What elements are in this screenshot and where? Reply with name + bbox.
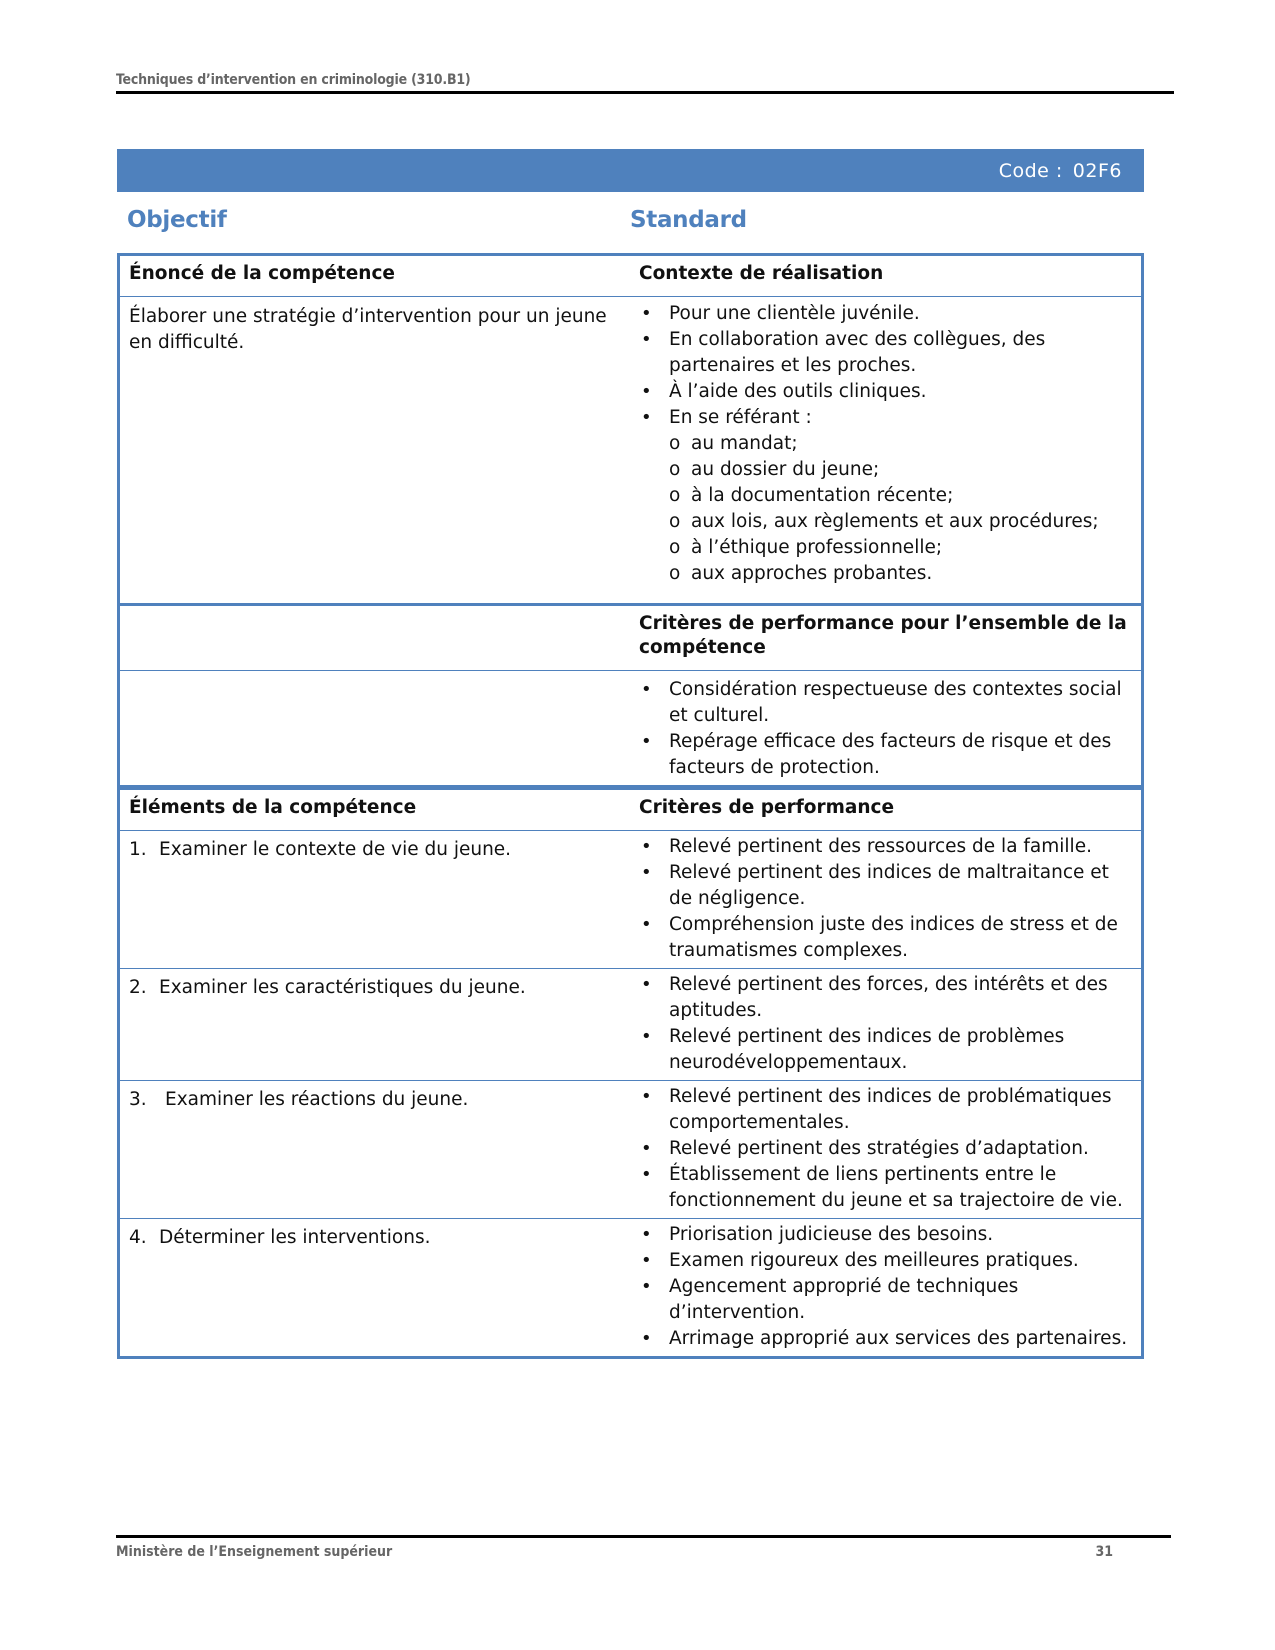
element-label: Examiner le contexte de vie du jeune. bbox=[159, 839, 512, 860]
list-item: • Établissement de liens pertinents entre le fonctionnement du jeune et sa trajectoire de vie. bbox=[639, 1162, 1133, 1214]
contexte-list bbox=[639, 301, 1133, 587]
list-item: • Considération respectueuse des contextes social et culturel. bbox=[639, 677, 1133, 729]
criteres-list bbox=[639, 834, 1133, 964]
table-header-row bbox=[119, 788, 1143, 831]
list-item bbox=[639, 405, 1133, 587]
sublist-item: o à la documentation récente; bbox=[669, 483, 1133, 509]
objectif-title: Objectif bbox=[127, 207, 227, 233]
list-item: • Relevé pertinent des stratégies d’adaptation. bbox=[639, 1136, 1133, 1162]
element-4 bbox=[119, 1219, 630, 1358]
list-item: • Examen rigoureux des meilleures pratiques. bbox=[639, 1248, 1133, 1274]
sublist-item: o aux lois, aux règlements et aux procédures; bbox=[669, 509, 1133, 535]
element-2 bbox=[119, 969, 630, 1081]
list-item: • Agencement approprié de techniques d’intervention. bbox=[639, 1274, 1133, 1326]
contexte-header: Contexte de réalisation bbox=[629, 255, 1143, 297]
list-item: • Relevé pertinent des indices de maltraitance et de négligence. bbox=[639, 860, 1133, 912]
list-item: • Priorisation judicieuse des besoins. bbox=[639, 1222, 1133, 1248]
criteres-cell bbox=[629, 969, 1143, 1081]
contexte-sublist bbox=[669, 431, 1133, 587]
column-titles bbox=[127, 207, 1127, 237]
enonce-header: Énoncé de la compétence bbox=[119, 255, 630, 297]
table-row bbox=[119, 297, 1143, 605]
element-label: Examiner les caractéristiques du jeune. bbox=[159, 977, 526, 998]
list-item: • Compréhension juste des indices de stress et de traumatismes complexes. bbox=[639, 912, 1133, 964]
table-row bbox=[119, 969, 1143, 1081]
sublist-item: o au dossier du jeune; bbox=[669, 457, 1133, 483]
contexte-cell bbox=[629, 297, 1143, 605]
running-footer bbox=[116, 1535, 1171, 1560]
list-item: • Relevé pertinent des forces, des intérêts et des aptitudes. bbox=[639, 972, 1133, 1024]
code-bar bbox=[117, 149, 1144, 192]
table-header-row bbox=[119, 255, 1143, 297]
criteres-header: Critères de performance bbox=[629, 788, 1143, 831]
empty-cell bbox=[119, 671, 630, 788]
table-header-row bbox=[119, 605, 1143, 671]
program-title: Techniques d’intervention en criminologie (310.B1) bbox=[116, 72, 471, 88]
criteres-ensemble-list bbox=[639, 677, 1133, 781]
element-label: Déterminer les interventions. bbox=[159, 1227, 431, 1248]
running-header bbox=[116, 72, 1174, 94]
ministry-name: Ministère de l’Enseignement supérieur bbox=[116, 1544, 393, 1560]
element-number: 3. bbox=[129, 1089, 147, 1110]
list-item-label: En se référant : bbox=[669, 407, 812, 428]
enonce-text: Élaborer une stratégie d’intervention pour un jeune en difficulté. bbox=[119, 297, 630, 605]
element-number: 2. bbox=[129, 977, 147, 998]
criteres-cell bbox=[629, 1081, 1143, 1219]
list-item: • Repérage efficace des facteurs de risque et des facteurs de protection. bbox=[639, 729, 1133, 781]
table-row bbox=[119, 1081, 1143, 1219]
code-value: 02F6 bbox=[1072, 159, 1122, 182]
list-item: • Pour une clientèle juvénile. bbox=[639, 301, 1133, 327]
empty-cell bbox=[119, 605, 630, 671]
criteres-cell bbox=[629, 1219, 1143, 1358]
criteres-list bbox=[639, 1084, 1133, 1214]
criteres-ensemble-cell bbox=[629, 671, 1143, 788]
sublist-item: o à l’éthique professionnelle; bbox=[669, 535, 1133, 561]
criteres-list bbox=[639, 1222, 1133, 1352]
element-1 bbox=[119, 831, 630, 969]
list-item: • Relevé pertinent des indices de problématiques comportementales. bbox=[639, 1084, 1133, 1136]
list-item: • À l’aide des outils cliniques. bbox=[639, 379, 1133, 405]
element-label: Examiner les réactions du jeune. bbox=[165, 1089, 469, 1110]
sublist-item: o aux approches probantes. bbox=[669, 561, 1133, 587]
element-3 bbox=[119, 1081, 630, 1219]
competence-table bbox=[117, 253, 1144, 1359]
table-row bbox=[119, 1219, 1143, 1358]
criteres-list bbox=[639, 972, 1133, 1076]
element-number: 4. bbox=[129, 1227, 147, 1248]
list-item: • Relevé pertinent des ressources de la famille. bbox=[639, 834, 1133, 860]
table-row bbox=[119, 671, 1143, 788]
list-item: • Arrimage approprié aux services des partenaires. bbox=[639, 1326, 1133, 1352]
criteres-cell bbox=[629, 831, 1143, 969]
criteres-ensemble-header: Critères de performance pour l’ensemble de la compétence bbox=[629, 605, 1143, 671]
list-item: • En collaboration avec des collègues, des partenaires et les proches. bbox=[639, 327, 1133, 379]
page-number: 31 bbox=[1095, 1544, 1113, 1560]
standard-title: Standard bbox=[630, 207, 747, 233]
element-number: 1. bbox=[129, 839, 147, 860]
elements-header: Éléments de la compétence bbox=[119, 788, 630, 831]
table-row bbox=[119, 831, 1143, 969]
list-item: • Relevé pertinent des indices de problèmes neurodéveloppementaux. bbox=[639, 1024, 1133, 1076]
sublist-item: o au mandat; bbox=[669, 431, 1133, 457]
code-label: Code : bbox=[998, 159, 1063, 182]
